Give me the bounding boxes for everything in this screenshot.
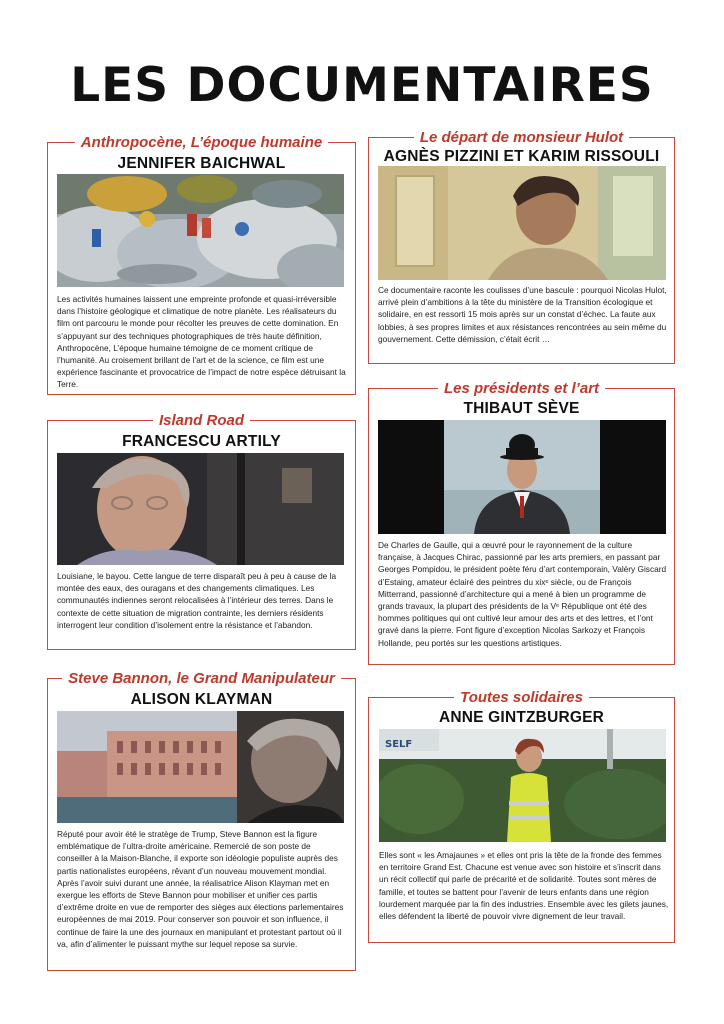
- film-description: Les activités humaines laissent une empreinte profonde et quasi-irréversible dans l’histoire géologique et climatique de notre planète. Les réalisateurs du film ont parcouru le monde pour récolter les preuves de cette domination. En s’appuyant sur des techniques photographiques de très haute définition, Anthropocène, L’époque humaine témoigne de ce moment critique de l’humanité. Au croisement brillant de l’art et de la science, ce film est une expérience fascinante et provocatrice de l’impact de notre espèce détruisant la Terre.: [57, 294, 346, 390]
- documentary-card-toutes-solidaires: [368, 689, 675, 943]
- film-still-gilets-jaunes: [379, 729, 666, 842]
- film-title: Island Road: [153, 412, 250, 429]
- director-name: THIBAUT SÈVE: [463, 400, 580, 417]
- film-still-elderly-woman: [57, 453, 344, 565]
- documentary-card-presidents-art: [368, 380, 675, 665]
- photo-sign-text: SELF: [385, 739, 413, 750]
- film-title: Les présidents et l’art: [438, 380, 605, 397]
- film-description: Réputé pour avoir été le stratège de Trump, Steve Bannon est la figure emblématique de l’ultra-droite américaine. Remercié de son poste de conseiller à la Maison-Blanche, il exporte son idéologie populiste auprès des partis nationalistes européens, rêvant d’un nouveau mouvement mondial. Après l’avoir suivi durant une année, la réalisatrice Alison Klayman met en exergue les efforts de Steve Bannon pour mobiliser et unifier ces partis d’extrême droite en vue de remporter des sièges aux élections parlementaires européennes de mai 2019. Pour conserver son pouvoir et son influence, il continue de faire la une des journaux en manipulant et protestant partout où il va, afin d’alimenter le puissant mythe sur lequel repose sa survie.: [57, 829, 344, 949]
- film-description: Louisiane, le bayou. Cette langue de terre disparaît peu à peu à cause de la montée des eaux, des ouragans et des changements climatiques. Les communautés indiennes seront relocalisées à l’intérieur des terres. Dans le contexte de cette situation de migration contrainte, les derniers résidents interrogent leur condition d’isolement entre la résistance et l’abandon.: [57, 571, 337, 630]
- film-description: De Charles de Gaulle, qui a œuvré pour le rayonnement de la culture française, à Jacques Chirac, passionné par les arts premiers, en passant par Georges Pompidou, le président poète féru d’art contemporain, Valéry Giscard d’Estaing, amateur éclairé des peintres du xixᵉ siècle, ou de François Mitterrand, passionné d’architecture qui a mené à bien un programme de grands travaux, la plupart des présidents de la Vᵉ République ont été des hommes politiques qui ont cultivé leur amour des arts et des lettres, et l’ont gravé dans la pierre. Font figure d’exception Nicolas Sarkozy et François Hollande, peu portés sur les questions artistiques.: [378, 540, 667, 648]
- film-title: Steve Bannon, le Grand Manipulateur: [62, 670, 341, 687]
- director-name: FRANCESCU ARTILY: [122, 433, 281, 450]
- film-title: Toutes solidaires: [454, 689, 589, 706]
- film-title: Le départ de monsieur Hulot: [414, 129, 629, 146]
- film-title: Anthropocène, L’époque humaine: [75, 134, 328, 151]
- documentary-card-island-road: [47, 412, 356, 650]
- documentary-card-hulot: [368, 129, 675, 364]
- director-name: ANNE GINTZBURGER: [438, 709, 605, 726]
- film-description: Ce documentaire raconte les coulisses d’une bascule : pourquoi Nicolas Hulot, arrivé plein d’ambitions à la tête du ministère de la Transition écologique et solidaire, en est ressorti 15 mois après sur un constat d’échec. La faute aux lobbies, à ses propres limites et aux résistances rencontrées au sein même du gouvernement. Cette démission, c’était écrit …: [378, 285, 667, 344]
- documentary-card-steve-bannon: [47, 670, 356, 971]
- director-name: JENNIFER BAICHWAL: [117, 155, 286, 172]
- director-name: ALISON KLAYMAN: [130, 691, 273, 708]
- director-name: AGNÈS PIZZINI ET KARIM RISSOULI: [383, 148, 660, 165]
- documentary-card-anthropocene: [47, 134, 356, 395]
- page-title: LES DOCUMENTAIRES: [70, 58, 654, 113]
- film-still-magritte-man: [378, 420, 666, 534]
- film-still-garbage-dump: [57, 174, 344, 287]
- film-description: Elles sont « les Amajaunes » et elles ont pris la tête de la fronde des femmes en territoire Grand Est. Chacune est venue avec son histoire et s’inscrit dans un récit collectif qui parle de précarité et de solidarité. Toutes sont mères de famille, et toutes se battent pour l’avenir de leurs enfants dans une région lourdement marquée par la fin des industries. Ensemble avec les gilets jaunes, elles défendent la liberté de pouvoir vivre dignement de leur travail.: [379, 850, 669, 922]
- film-still-venice-bannon: [57, 711, 344, 823]
- film-still-hulot-portrait: [378, 166, 666, 280]
